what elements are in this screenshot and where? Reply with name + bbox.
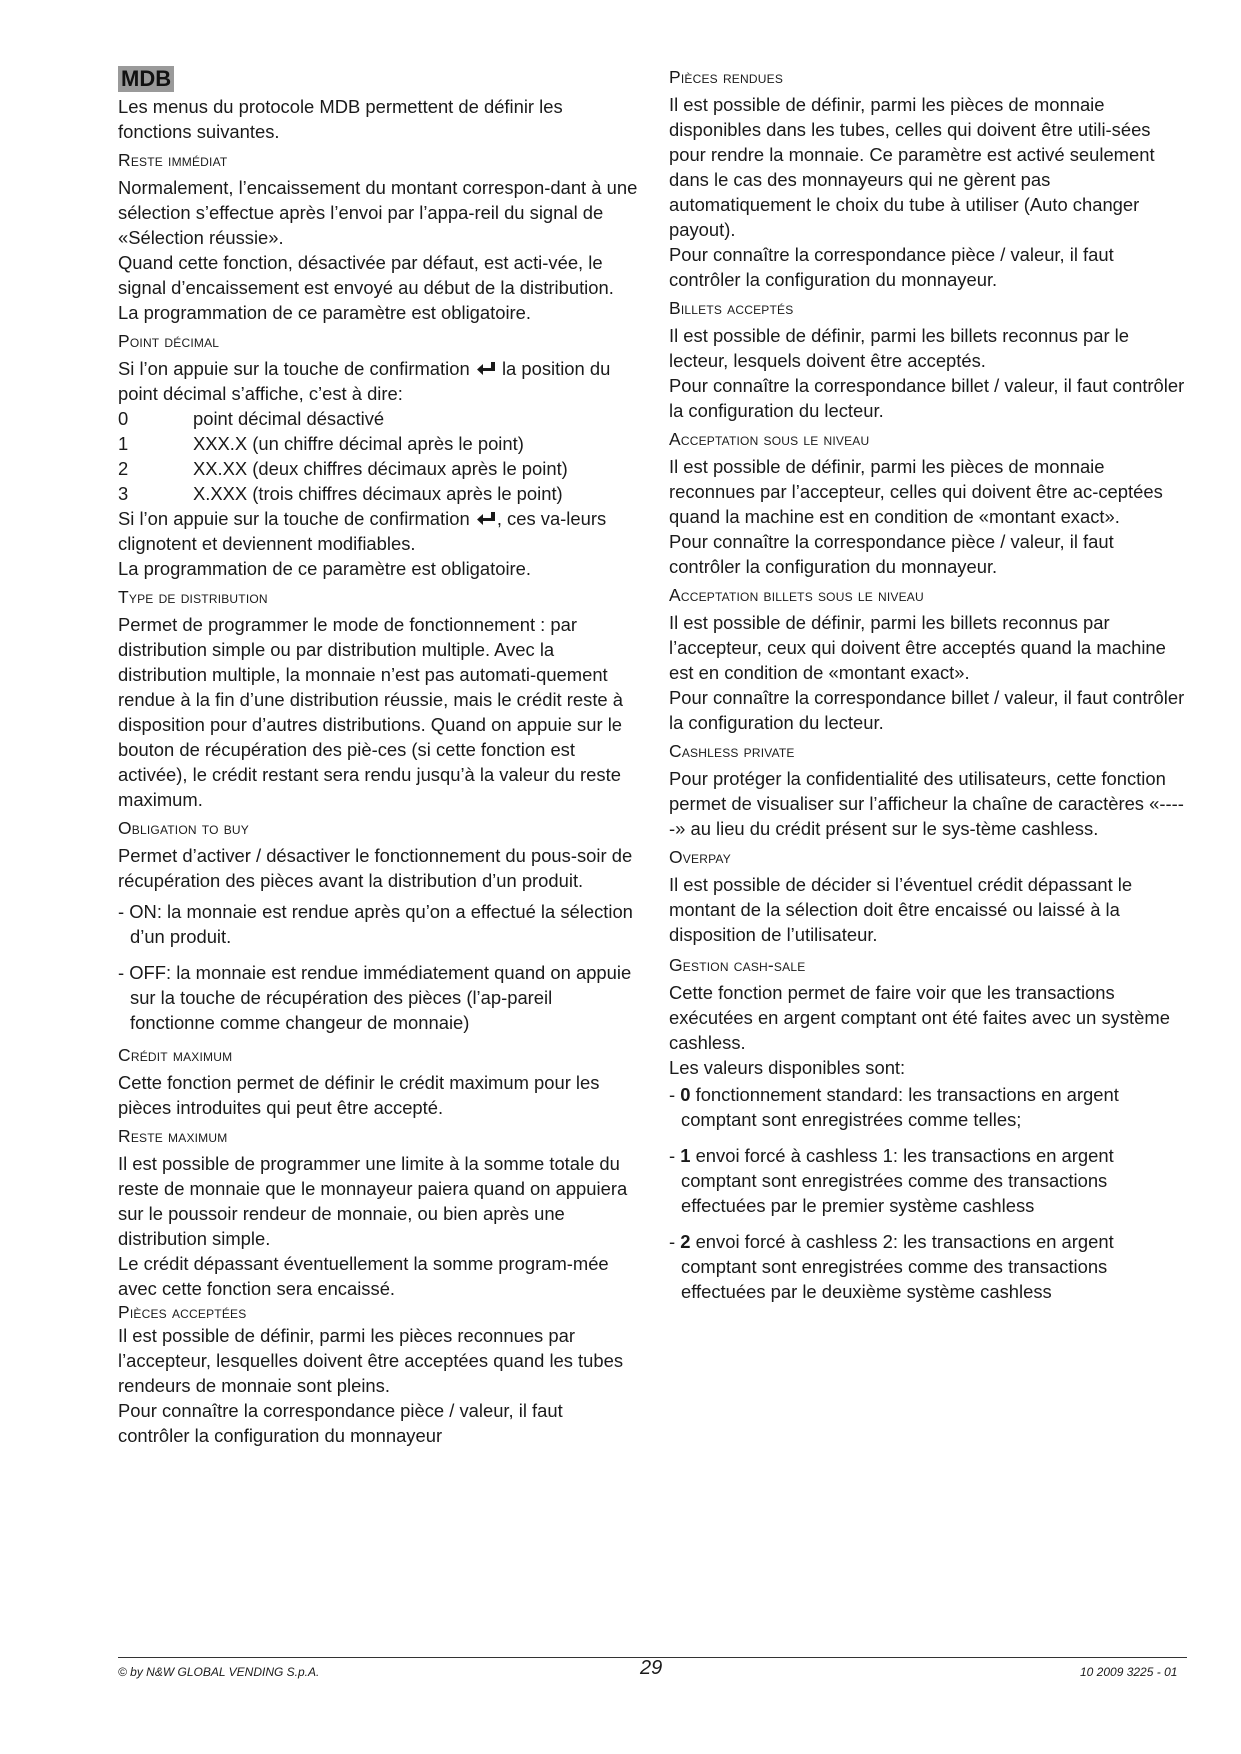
gestion-cash-sale-p1: Cette fonction permet de faire voir que les transactions exécutées en argent comptant ont été faites avec un système cashless.: [669, 982, 1170, 1053]
intro-text: Les menus du protocole MDB permettent de définir les fonctions suivantes.: [118, 96, 563, 142]
decimal-option-row: [118, 406, 638, 431]
heading-reste-maximum: Reste maximum: [118, 1126, 228, 1146]
billets-acceptes-p2: Pour connaître la correspondance billet / valeur, il faut contrôler la configuration du lecteur.: [669, 375, 1185, 421]
overpay-p1: Il est possible de décider si l’éventuel crédit dépassant le montant de la sélection doit être encaissé ou laissé à la disposition de l’utilisateur.: [669, 874, 1133, 945]
decimal-option-text: XX.XX (deux chiffres décimaux après le point): [193, 458, 568, 479]
cash-sale-option: [669, 1143, 1189, 1218]
pieces-rendues-p2: Pour connaître la correspondance pièce / valeur, il faut contrôler la configuration du monnayeur.: [669, 244, 1114, 290]
cashless-private-p1: Pour protéger la confidentialité des utilisateurs, cette fonction permet de visualiser sur l’afficheur la chaîne de caractères «-----» au lieu du crédit présent sur le sys-tème cashless.: [669, 768, 1184, 839]
decimal-option-num: 3: [118, 483, 129, 504]
billets-acceptes-p1: Il est possible de définir, parmi les billets reconnus par le lecteur, lesquels doivent être acceptés.: [669, 325, 1129, 371]
page-number: 29: [640, 1657, 663, 1679]
decimal-option-text: XXX.X (un chiffre décimal après le point): [193, 433, 524, 454]
heading-obligation: Obligation to buy: [118, 818, 249, 838]
pieces-acceptees-p2: Pour connaître la correspondance pièce / valeur, il faut contrôler la configuration du monnayeur: [118, 1400, 563, 1446]
cash-sale-option-text: envoi forcé à cashless 2: les transactions en argent comptant sont enregistrées comme des transactions effectuées par le deuxième système cashless: [681, 1231, 1114, 1302]
decimal-option-row: [118, 456, 638, 481]
cash-sale-option: [669, 1082, 1189, 1132]
obligation-bullet-off: - OFF: la monnaie est rendue immédiatement quand on appuie sur la touche de récupération des pièces (l’ap-pareil fonctionne comme changeur de monnaie): [118, 962, 632, 1033]
pieces-acceptees-p1: Il est possible de définir, parmi les pièces reconnues par l’accepteur, lesquelles doivent être acceptées quand les tubes rendeurs de monnaie sont pleins.: [118, 1325, 624, 1396]
credit-maximum-p1: Cette fonction permet de définir le crédit maximum pour les pièces introduites qui peut être accepté.: [118, 1072, 600, 1118]
pieces-rendues-p1: Il est possible de définir, parmi les pièces de monnaie disponibles dans les tubes, celles qui doivent être utili-sées pour rendre la monnaie. Ce paramètre est activé seulement dans le cas des monnayeurs qui ne gèrent pas automatiquement le choix du tube à utiliser (Auto changer payout).: [669, 94, 1155, 240]
right-column: [669, 66, 1189, 1304]
enter-key-icon: [475, 509, 497, 527]
point-decimal-p3: La programmation de ce paramètre est obligatoire.: [118, 558, 531, 579]
point-decimal-p1: [118, 356, 638, 406]
point-decimal-p2-before: Si l’on appuie sur la touche de confirmation: [118, 508, 470, 529]
footer-doc-ref: 10 2009 3225 - 01: [1080, 1665, 1178, 1679]
cash-sale-option-key: 2: [680, 1231, 691, 1252]
decimal-option-num: 2: [118, 458, 129, 479]
cash-sale-option-key: 1: [680, 1145, 691, 1166]
heading-acceptation-niveau: Acceptation sous le niveau: [669, 429, 870, 449]
cash-sale-option-text: fonctionnement standard: les transactions en argent comptant sont enregistrées comme telles;: [681, 1084, 1119, 1130]
decimal-option-num: 0: [118, 408, 129, 429]
point-decimal-p2: [118, 506, 638, 556]
type-distribution-p1: Permet de programmer le mode de fonctionnement : par distribution simple ou par distribution multiple. Avec la distribution multiple, la monnaie n’est pas automati-quement rendue à la fin d’une distribution réussie, mais le crédit reste à disposition pour d’autres distributions. Quand on appuie sur le bouton de récupération des piè-ces (si cette fonction est activée), le crédit restant sera rendu jusqu’à la valeur du reste maximum.: [118, 614, 623, 810]
decimal-option-text: X.XXX (trois chiffres décimaux après le point): [193, 483, 563, 504]
point-decimal-p1-after: la position du point décimal s’affiche, c’est à dire:: [118, 358, 611, 404]
obligation-bullet-on: - ON: la monnaie est rendue après qu’on a effectué la sélection d’un produit.: [118, 901, 633, 947]
heading-point-decimal: Point décimal: [118, 331, 220, 351]
obligation-p1: Permet d’activer / désactiver le fonctionnement du pous-soir de récupération des pièces avant la distribution d’un produit.: [118, 845, 633, 891]
decimal-option-num: 1: [118, 433, 129, 454]
acceptation-niveau-p2: Pour connaître la correspondance pièce / valeur, il faut contrôler la configuration du monnayeur.: [669, 531, 1114, 577]
decimal-option-row: [118, 431, 638, 456]
heading-type-distribution: Type de distribution: [118, 587, 268, 607]
acceptation-niveau-p1: Il est possible de définir, parmi les pièces de monnaie reconnues par l’accepteur, celles qui doivent être ac-ceptées quand la machine est en condition de «montant exact».: [669, 456, 1163, 527]
gestion-cash-sale-p2: Les valeurs disponibles sont:: [669, 1057, 906, 1078]
decimal-option-text: point décimal désactivé: [193, 408, 385, 429]
heading-pieces-acceptees: Pièces acceptées: [118, 1302, 247, 1322]
heading-billets-acceptes: Billets acceptés: [669, 298, 794, 318]
cash-sale-option-dash: -: [669, 1145, 681, 1166]
decimal-option-row: [118, 481, 638, 506]
footer-copyright: © by N&W GLOBAL VENDING S.p.A.: [118, 1665, 320, 1679]
enter-key-icon: [475, 359, 497, 377]
cash-sale-option-dash: -: [669, 1231, 681, 1252]
heading-overpay: Overpay: [669, 847, 731, 867]
reste-immediat-p1: Normalement, l’encaissement du montant correspon-dant à une sélection s’effectue après l’envoi par l’appa-reil du signal de «Sélection réussie».: [118, 177, 638, 248]
acceptation-billets-niveau-p1: Il est possible de définir, parmi les billets reconnus par l’accepteur, ceux qui doivent être acceptés quand la machine est en condition de «montant exact».: [669, 612, 1166, 683]
section-title: MDB: [118, 66, 174, 92]
heading-pieces-rendues: Pièces rendues: [669, 67, 784, 87]
heading-gestion-cash-sale: Gestion cash-sale: [669, 955, 806, 975]
cash-sale-option-dash: -: [669, 1084, 681, 1105]
acceptation-billets-niveau-p2: Pour connaître la correspondance billet / valeur, il faut contrôler la configuration du lecteur.: [669, 687, 1185, 733]
heading-reste-immediat: Reste immédiat: [118, 150, 228, 170]
heading-cashless-private: Cashless private: [669, 741, 795, 761]
reste-maximum-p1: Il est possible de programmer une limite à la somme totale du reste de monnaie que le monnayeur paiera quand on appuiera sur le poussoir rendeur de monnaie, ou bien après une distribution simple.: [118, 1153, 628, 1249]
reste-immediat-p2: Quand cette fonction, désactivée par défaut, est acti-vée, le signal d’encaissement est envoyé au début de la distribution. La programmation de ce paramètre est obligatoire.: [118, 252, 614, 323]
cash-sale-option: [669, 1229, 1189, 1304]
reste-maximum-p2: Le crédit dépassant éventuellement la somme program-mée avec cette fonction sera encaissé.: [118, 1253, 609, 1299]
point-decimal-p2-after: , ces va-leurs clignotent et deviennent modifiables.: [118, 508, 607, 554]
cash-sale-option-text: envoi forcé à cashless 1: les transactions en argent comptant sont enregistrées comme des transactions effectuées par le premier système cashless: [681, 1145, 1114, 1216]
cash-sale-option-key: 0: [680, 1084, 691, 1105]
heading-credit-maximum: Crédit maximum: [118, 1045, 233, 1065]
heading-acceptation-billets-niveau: Acceptation billets sous le niveau: [669, 585, 924, 605]
point-decimal-p1-before: Si l’on appuie sur la touche de confirmation: [118, 358, 470, 379]
left-column: [118, 66, 638, 1448]
